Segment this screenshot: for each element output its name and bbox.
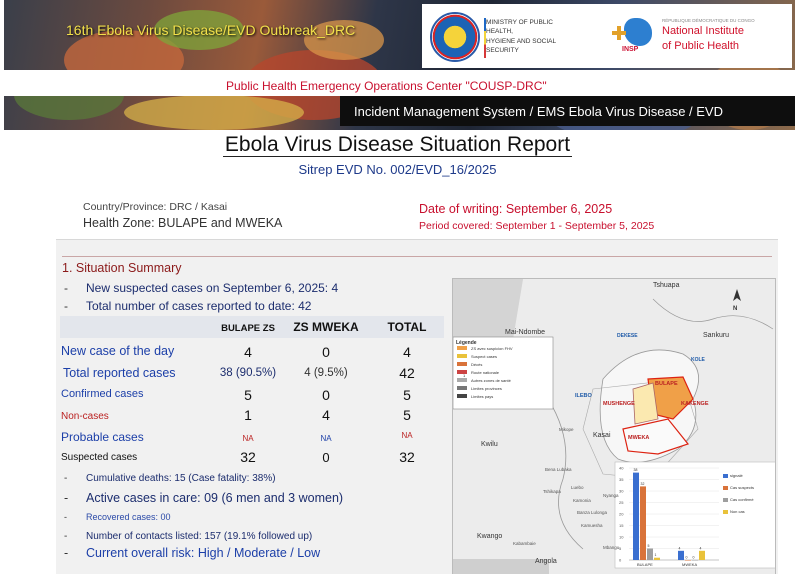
legend-label: Autres zones de santé: [471, 378, 511, 383]
chart-legend-swatch: [723, 498, 728, 502]
bullet-deaths: - Cumulative deaths: 15 (Case fatality: 38%): [64, 473, 276, 484]
cell-bulape: NA: [242, 434, 254, 443]
cell-mweka: NA: [320, 434, 332, 443]
chart-ytick-label: 10: [619, 534, 624, 540]
row-label-total-reported: Total reported cases: [63, 366, 176, 380]
chart-legend-label: signalé: [730, 473, 743, 478]
chart-legend-label: Cas suspects: [730, 485, 755, 490]
inps-logo-label: INSP: [622, 46, 639, 53]
bullet-contacts: - Number of contacts listed: 157 (19.1% followed up): [64, 531, 313, 542]
legend-label: Route nationale: [471, 370, 500, 375]
cell-bulape: 4: [244, 344, 252, 360]
chart-ytick-label: 30: [619, 488, 624, 494]
map-place-label: Kasai: [593, 432, 611, 439]
chart-data-label: 1: [654, 553, 657, 558]
banner-title: 16th Ebola Virus Disease/EVD Outbreak_DRC: [66, 22, 356, 38]
map-place-label: Kabambaie: [513, 541, 536, 546]
date-of-writing: Date of writing: September 6, 2025: [419, 202, 613, 216]
chart-data-label: 32: [640, 481, 645, 486]
ministry-name: MINISTRY OF PUBLIC HEALTH, HYGIENE AND SOCIAL SECURITY: [486, 19, 557, 55]
map-place-label: Kamuesha: [581, 523, 603, 528]
chart-data-label: 4: [678, 546, 681, 551]
health-zone: Health Zone: BULAPE and MWEKA: [83, 216, 283, 230]
column-header-bulape: BULAPE ZS: [221, 323, 275, 334]
report-subtitle: Sitrep EVD No. 002/EVD_16/2025: [298, 162, 497, 177]
ims-title: Incident Management System / EMS Ebola Virus Disease / EVD: [354, 104, 723, 119]
row-label-non-cases: Non-cases: [61, 411, 109, 422]
map-place-label: Mikope: [559, 427, 574, 432]
report-title: Ebola Virus Disease Situation Report: [224, 133, 571, 156]
period-covered: Period covered: September 1 - September 5, 2025: [419, 220, 655, 232]
chart-data-label: 0: [692, 555, 695, 560]
inps-name: National Institute of Public Health: [662, 25, 744, 52]
row-label-new-case: New case of the day: [61, 344, 175, 358]
legend-swatch: [457, 346, 467, 350]
bullet-active-cases: - Active cases in care: 09 (6 men and 3 women): [64, 491, 344, 505]
cell-bulape: 5: [244, 387, 252, 403]
map-place-label: Mbangu: [603, 545, 620, 550]
chart-data-label: 5: [647, 544, 650, 548]
report-banner: [4, 0, 795, 130]
section-divider: [62, 256, 772, 257]
chart-legend-label: Non cas: [730, 509, 745, 514]
cell-total: 32: [399, 449, 415, 465]
cell-mweka: 0: [322, 344, 330, 360]
row-label-probable: Probable cases: [61, 430, 144, 444]
legend-swatch: [457, 386, 467, 390]
chart-ytick-label: 40: [619, 465, 624, 471]
coordination-bar: [4, 70, 795, 96]
chart-legend-swatch: [723, 510, 728, 514]
map-place-label: Nyanga: [603, 493, 619, 498]
chart-data-label: 0: [685, 555, 688, 560]
chart-legend-swatch: [723, 474, 728, 478]
chart-ytick-label: 35: [619, 477, 624, 482]
map-zone-mushenge: [633, 383, 658, 424]
cell-total: 4: [403, 344, 411, 360]
bullet-new-suspected: - New suspected cases on September 6, 2025: 4: [64, 281, 339, 295]
chart-category-label: BULAPE: [637, 562, 653, 567]
chart-ytick-label: 20: [619, 511, 624, 517]
outbreak-map: [452, 278, 776, 574]
chart-bar-bulape-1: [640, 486, 646, 560]
map-place-label: MWEKA: [628, 435, 650, 441]
map-place-label: Tshuapa: [653, 282, 680, 289]
chart-bar-bulape-2: [647, 549, 653, 561]
chart-bar-mweka-1: [685, 560, 691, 561]
chart-bar-mweka-0: [678, 551, 684, 560]
legend-label: Limites provinces: [471, 386, 502, 391]
map-place-label: ILEBO: [575, 393, 592, 399]
map-place-label: BULAPE: [655, 381, 678, 387]
cell-total: 42: [399, 365, 415, 381]
map-place-label: Sankuru: [703, 332, 730, 339]
chart-ytick-label: 5: [619, 546, 622, 551]
cell-mweka: 0: [322, 450, 330, 465]
situation-summary-panel: [56, 239, 778, 574]
map-canvas: [453, 279, 776, 574]
chart-bar-mweka-2: [692, 560, 698, 561]
map-place-label: KOLE: [691, 357, 705, 363]
legend-swatch: [457, 378, 467, 382]
logo-panel: [422, 4, 792, 68]
chart-ytick-label: 25: [619, 500, 624, 505]
legend-swatch: [457, 370, 467, 374]
cell-mweka: 4 (9.5%): [304, 367, 348, 379]
chart-data-label: 38: [633, 468, 638, 473]
legend-mark: 1: [463, 373, 466, 378]
ministry-seal-logo: [430, 12, 480, 62]
row-label-suspected: Suspected cases: [61, 452, 138, 463]
map-place-label: Banza Lulonga: [577, 510, 608, 515]
column-header-total: TOTAL: [387, 320, 427, 334]
column-header-mweka: ZS MWEKA: [293, 320, 359, 334]
legend-title: Légende: [456, 340, 477, 346]
map-place-label: Kamonia: [573, 498, 591, 503]
cell-total: 5: [403, 387, 411, 403]
section-heading: 1. Situation Summary: [62, 261, 182, 275]
cell-bulape: 38 (90.5%): [219, 367, 277, 379]
bullet-recovered: - Recovered cases: 00: [64, 512, 171, 522]
chart-bar-mweka-3: [699, 551, 705, 560]
map-place-label: Angola: [535, 558, 557, 565]
chart-category-label: MWEKA: [682, 562, 698, 567]
map-place-label: Bena Lubaka: [545, 467, 572, 472]
legend-swatch: [457, 394, 467, 398]
map-place-label: Mai-Ndombe: [505, 329, 546, 336]
cell-mweka: 4: [322, 407, 330, 423]
chart-panel: [615, 462, 776, 568]
chart-bar-bulape-3: [654, 558, 660, 560]
legend-swatch: [457, 354, 467, 358]
country-province: Country/Province: DRC / Kasai: [83, 201, 228, 213]
map-place-label: DEKESE: [617, 333, 638, 339]
map-place-label: MUSHENGE: [603, 401, 635, 407]
chart-data-label: 4: [699, 546, 702, 551]
bullet-risk: - Current overall risk: High / Moderate / Low: [64, 546, 321, 560]
cell-bulape: 1: [244, 407, 252, 423]
legend-label: Limites pays: [471, 394, 494, 399]
legend-label: Décès: [471, 362, 483, 367]
map-place-label: Kwilu: [481, 441, 498, 448]
cell-total: 5: [403, 407, 411, 423]
chart-legend-label: Cas confirmé: [730, 497, 754, 502]
legend-label: ZS avec suspicion FHV: [471, 346, 513, 351]
chart-ytick-label: 0: [619, 557, 622, 563]
ims-bar: [340, 96, 795, 126]
coordination-title: Public Health Emergency Operations Center "COUSP-DRC": [226, 79, 547, 93]
legend-label: Suspect cases: [471, 354, 498, 359]
cell-bulape: 32: [240, 449, 256, 465]
cell-total: NA: [401, 431, 413, 440]
row-label-confirmed: Confirmed cases: [61, 388, 144, 400]
chart-bar-bulape-0: [633, 473, 639, 560]
map-place-label: Luebo: [571, 485, 584, 490]
cell-mweka: 0: [322, 387, 330, 403]
compass-label: N: [733, 306, 738, 312]
inps-country-caption: RÉPUBLIQUE DÉMOCRATIQUE DU CONGO: [662, 18, 755, 23]
map-place-label: Tshikapa: [543, 489, 561, 494]
map-place-label: Kwango: [477, 533, 503, 540]
map-place-label: KAKENGE: [681, 401, 709, 407]
bullet-total-cases: - Total number of cases reported to date: 42: [64, 299, 312, 313]
legend-swatch: [457, 362, 467, 366]
chart-legend-swatch: [723, 486, 728, 490]
chart-ytick-label: 15: [619, 523, 624, 528]
